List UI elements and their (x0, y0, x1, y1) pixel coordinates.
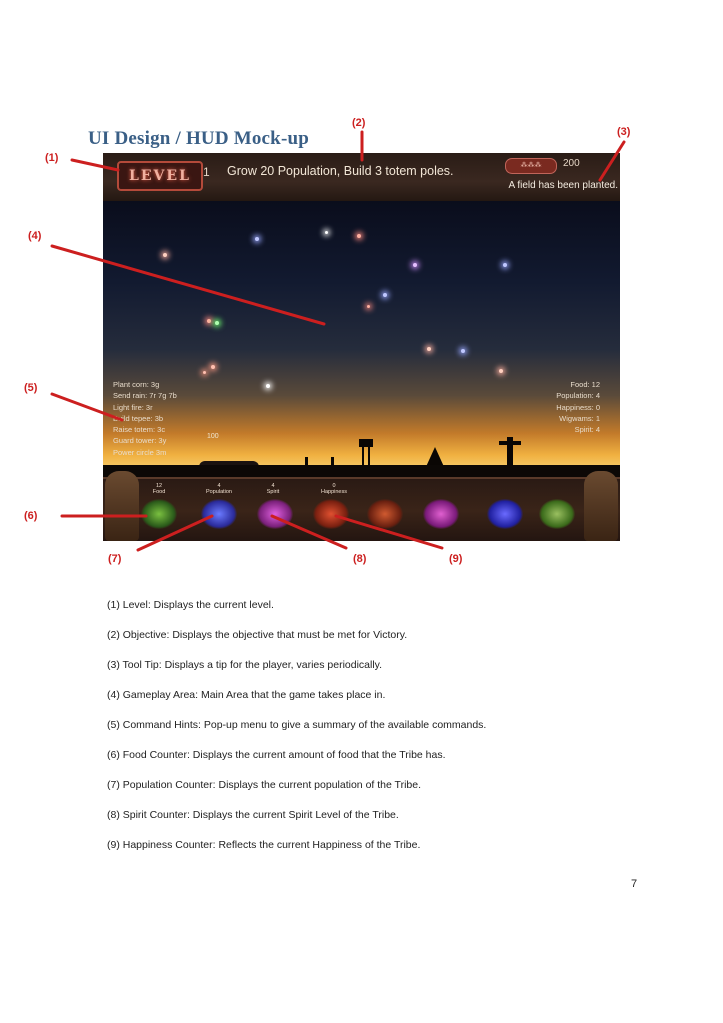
food-counter-value: 12 (155, 483, 163, 489)
spirit-counter-value: 4 (271, 483, 275, 489)
hint-line: Send rain: 7r 7g 7b (113, 391, 177, 401)
star-icon (461, 349, 465, 353)
hint-line: Guard tower: 3y (113, 436, 167, 446)
floating-value: 100 (207, 433, 219, 440)
star-icon (163, 253, 167, 257)
happiness-counter-value: 0 (332, 483, 336, 489)
hint-line: Build tepee: 3b (113, 413, 164, 423)
score-pill-label: ⁂⁂⁂ (520, 162, 542, 169)
description-item: (7) Population Counter: Displays the current population of the Tribe. (107, 779, 422, 791)
hint-line: Power circle 3m (113, 447, 167, 457)
star-icon (503, 263, 507, 267)
star-icon (215, 321, 219, 325)
population-counter-value: 4 (217, 483, 221, 489)
corn-icon[interactable] (141, 499, 177, 529)
happiness-counter (314, 483, 354, 495)
tooltip-text: A field has been planted. (508, 180, 618, 191)
totem-icon[interactable] (423, 499, 459, 529)
circle-icon[interactable] (539, 499, 575, 529)
bottom-hud (103, 477, 620, 541)
buffalo-icon[interactable] (367, 499, 403, 529)
description-item: (6) Food Counter: Displays the current amount of food that the Tribe has. (107, 749, 446, 761)
spirit-counter (253, 483, 293, 495)
tower-silhouette (359, 439, 373, 447)
totem-wings (499, 441, 521, 445)
rain-icon[interactable] (201, 499, 237, 529)
food-counter (139, 483, 179, 495)
game-screenshot (103, 153, 620, 541)
description-item: (8) Spirit Counter: Displays the current Spirit Level of the Tribe. (107, 809, 399, 821)
population-counter (199, 483, 239, 495)
star-icon (413, 263, 417, 267)
score-pill (505, 158, 557, 174)
callout-8: (8) (353, 553, 367, 565)
stat-line: Population: 4 (556, 391, 600, 401)
callout-7: (7) (108, 553, 122, 565)
star-icon (325, 231, 328, 234)
stat-line: Happiness: 0 (556, 402, 600, 412)
star-icon (266, 384, 270, 388)
star-icon (383, 293, 387, 297)
description-item: (5) Command Hints: Pop-up menu to give a summary of the available commands. (107, 719, 487, 731)
stat-line: Wigwams: 1 (559, 413, 600, 423)
document-title: UI Design / HUD Mock-up (88, 128, 310, 149)
description-item: (4) Gameplay Area: Main Area that the game takes place in. (107, 689, 386, 701)
star-icon (211, 365, 215, 369)
star-icon (367, 305, 370, 308)
hint-line: Raise totem: 3c (113, 425, 166, 435)
star-icon (427, 347, 431, 351)
hint-line: Light fire: 3r (113, 402, 153, 412)
food-counter-label: Food (152, 489, 166, 495)
callout-2: (2) (352, 117, 366, 129)
star-icon (203, 371, 206, 374)
stat-line: Spirit: 4 (574, 425, 600, 435)
command-hints (113, 379, 177, 458)
callout-3: (3) (617, 126, 631, 138)
page-number: 7 (631, 878, 638, 890)
chief-left-icon (105, 471, 139, 541)
spirit-counter-label: Spirit (266, 489, 280, 495)
star-icon (499, 369, 503, 373)
callout-5: (5) (24, 382, 38, 394)
tower-icon[interactable] (487, 499, 523, 529)
objective-text: Grow 20 Population, Build 3 totem poles. (227, 164, 454, 178)
score-value: 200 (563, 158, 580, 169)
stat-line: Food: 12 (570, 380, 600, 389)
description-item: (3) Tool Tip: Displays a tip for the player, varies periodically. (107, 659, 383, 671)
star-icon (357, 234, 361, 238)
level-value: 1 (203, 165, 210, 179)
hint-line: Plant corn: 3g (113, 380, 160, 389)
star-icon (255, 237, 259, 241)
gameplay-area[interactable] (103, 201, 620, 471)
tepee-icon[interactable] (313, 499, 349, 529)
tribe-stats (556, 379, 600, 435)
ground (103, 465, 620, 477)
callout-6: (6) (24, 510, 38, 522)
top-hud (103, 153, 620, 202)
description-item: (1) Level: Displays the current level. (107, 599, 274, 611)
population-counter-label: Population (206, 489, 232, 495)
description-item: (9) Happiness Counter: Reflects the current Happiness of the Tribe. (107, 839, 421, 851)
happiness-counter-label: Happiness (321, 489, 347, 495)
level-badge: LEVEL (117, 161, 203, 191)
star-icon (207, 319, 211, 323)
callout-1: (1) (45, 152, 59, 164)
fire-icon[interactable] (257, 499, 293, 529)
chief-right-icon (584, 471, 618, 541)
callout-4: (4) (28, 230, 42, 242)
callout-9: (9) (449, 553, 463, 565)
description-item: (2) Objective: Displays the objective that must be met for Victory. (107, 629, 408, 641)
